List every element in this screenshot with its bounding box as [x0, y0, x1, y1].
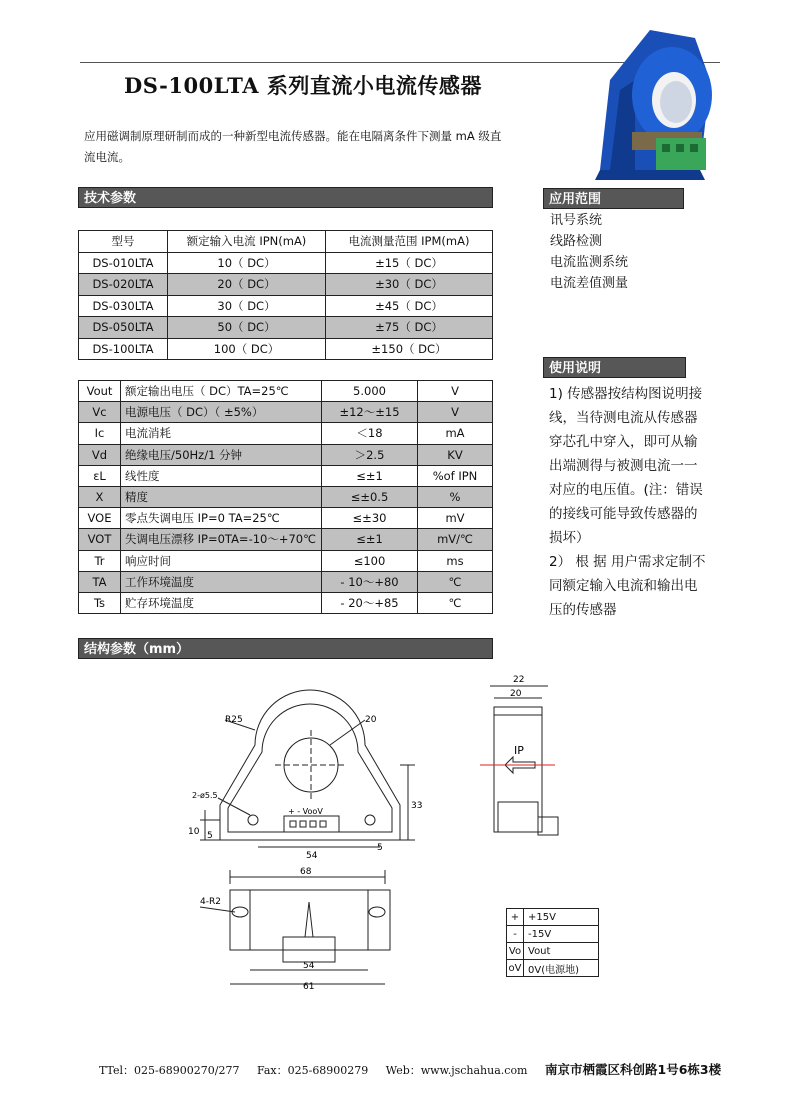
param-value: ±12～±15	[322, 402, 418, 423]
d61-label: 61	[303, 982, 315, 992]
param-symbol: Vout	[79, 381, 121, 402]
param-value: ≤±1	[322, 465, 418, 486]
param-name: 失调电压漂移 IP=0TA=-10～+70℃	[121, 529, 322, 550]
table-row	[507, 909, 599, 926]
pin-key: -	[507, 926, 524, 943]
d33-label: 33	[411, 801, 423, 811]
list-item: 电流差值测量	[550, 276, 629, 291]
section-usage-header: 使用说明	[543, 357, 686, 378]
pin-key: Vo	[507, 943, 524, 960]
holes-label: 2-ø5.5	[192, 791, 218, 800]
applications-list	[550, 210, 628, 294]
table-row	[79, 550, 493, 571]
d22-label: 22	[513, 675, 525, 685]
param-value: ≤±30	[322, 508, 418, 529]
table-cell: ±45（ DC）	[326, 295, 493, 317]
table-row	[79, 252, 493, 274]
param-name: 零点失调电压 IP=0 TA=25℃	[121, 508, 322, 529]
table-cell: 50（ DC）	[168, 317, 326, 339]
param-symbol: Ic	[79, 423, 121, 444]
table-row	[79, 381, 493, 402]
param-symbol: X	[79, 486, 121, 507]
table-row	[507, 943, 599, 960]
param-name: 贮存环境温度	[121, 592, 322, 613]
param-name: 工作环境温度	[121, 571, 322, 592]
ip-label: IP	[514, 744, 524, 757]
param-unit: mA	[418, 423, 493, 444]
r2-label: 4-R2	[200, 897, 221, 907]
list-item: 线路检测	[550, 234, 603, 249]
param-value: ＜18	[322, 423, 418, 444]
param-symbol: Tr	[79, 550, 121, 571]
d68-label: 68	[300, 867, 312, 877]
table-cell: 20（ DC）	[168, 274, 326, 296]
param-symbol: Ts	[79, 592, 121, 613]
param-symbol: Vd	[79, 444, 121, 465]
table-row	[79, 444, 493, 465]
r25-label: R25	[225, 715, 243, 725]
page-title: DS-100LTA 系列直流小电流传感器	[124, 73, 482, 98]
param-unit: ms	[418, 550, 493, 571]
param-unit: V	[418, 402, 493, 423]
table-row	[79, 274, 493, 296]
param-value: - 20～+85	[322, 592, 418, 613]
table-header: 额定输入电流 IPN(mA)	[168, 231, 326, 253]
list-item: 电流监测系统	[550, 255, 629, 270]
intro-text: 应用磁调制原理研制而成的一种新型电流传感器。能在电隔离条件下测量 mA 级直流电流。	[84, 129, 502, 164]
footer-tel: TTel：025-68900270/277	[99, 1064, 240, 1077]
param-name: 额定输出电压（ DC）TA=25℃	[121, 381, 322, 402]
table-row	[79, 338, 493, 360]
table-row	[507, 926, 599, 943]
param-name: 电源电压（ DC）（ ±5%）	[121, 402, 322, 423]
param-unit: %	[418, 486, 493, 507]
footer	[99, 1060, 721, 1078]
footer-web: Web：www.jschahua.com	[385, 1064, 528, 1077]
table-cell: 100（ DC）	[168, 338, 326, 360]
param-unit: ℃	[418, 571, 493, 592]
param-unit: mV	[418, 508, 493, 529]
table-row	[79, 423, 493, 444]
d10-label: 10	[188, 827, 200, 837]
table-row	[79, 402, 493, 423]
table-header: 型号	[79, 231, 168, 253]
param-unit: V	[418, 381, 493, 402]
table-cell: DS-010LTA	[79, 252, 168, 274]
d5a-label: 5	[207, 831, 213, 841]
list-item: 讯号系统	[550, 213, 603, 228]
param-value: ≤±0.5	[322, 486, 418, 507]
models-table	[78, 230, 493, 360]
footer-address: 南京市栖霞区科创路1号6栋3楼	[545, 1062, 722, 1077]
params-table	[78, 380, 493, 614]
table-row	[79, 465, 493, 486]
d5b-label: 5	[377, 843, 383, 853]
pin-value: 0V(电源地)	[524, 960, 599, 977]
param-name: 电流消耗	[121, 423, 322, 444]
param-value: ≤100	[322, 550, 418, 571]
pinout-table	[506, 908, 599, 977]
section-tech-header: 技术参数	[78, 187, 493, 208]
table-cell: ±15（ DC）	[326, 252, 493, 274]
param-value: 5.000	[322, 381, 418, 402]
d54-label: 54	[306, 851, 318, 861]
param-name: 精度	[121, 486, 322, 507]
pins-label: + - VooV	[288, 807, 323, 816]
table-row	[79, 317, 493, 339]
d20-label: 20	[365, 715, 377, 725]
param-symbol: VOT	[79, 529, 121, 550]
param-symbol: TA	[79, 571, 121, 592]
table-header-row	[79, 231, 493, 253]
product-photo	[590, 20, 725, 185]
side-view-drawing	[480, 672, 570, 847]
table-cell: ±150（ DC）	[326, 338, 493, 360]
d20b-label: 20	[510, 689, 522, 699]
table-header: 电流测量范围 IPM(mA)	[326, 231, 493, 253]
table-cell: DS-030LTA	[79, 295, 168, 317]
section-struct-header: 结构参数（mm）	[78, 638, 493, 659]
table-cell: 30（ DC）	[168, 295, 326, 317]
param-unit: KV	[418, 444, 493, 465]
param-unit: mV/℃	[418, 529, 493, 550]
table-row	[79, 571, 493, 592]
table-cell: ±30（ DC）	[326, 274, 493, 296]
table-row	[79, 529, 493, 550]
table-row	[507, 960, 599, 977]
d54b-label: 54	[303, 961, 315, 971]
table-cell: ±75（ DC）	[326, 317, 493, 339]
param-unit: ℃	[418, 592, 493, 613]
pin-value: Vout	[524, 943, 599, 960]
param-unit: %of IPN	[418, 465, 493, 486]
front-view-drawing	[180, 700, 423, 870]
pin-value: +15V	[524, 909, 599, 926]
table-cell: DS-020LTA	[79, 274, 168, 296]
param-value: - 10～+80	[322, 571, 418, 592]
footer-fax: Fax：025-68900279	[256, 1064, 369, 1077]
usage-text: 1) 传感器按结构图说明接线，当待测电流从传感器穿芯孔中穿入，即可从输出端测得与被测电流一一对应的电压值。(注：错误的接线可能导致传感器的损坏） 2） 根 据 用户需求定制不同额定输入电流和输出电压的传感器	[549, 386, 706, 618]
table-cell: 10（ DC）	[168, 252, 326, 274]
table-row	[79, 486, 493, 507]
param-symbol: Vc	[79, 402, 121, 423]
table-row	[79, 508, 493, 529]
param-name: 绝缘电压/50Hz/1 分钟	[121, 444, 322, 465]
section-app-header: 应用范围	[543, 188, 684, 209]
param-symbol: VOE	[79, 508, 121, 529]
pin-key: oV	[507, 960, 524, 977]
pin-key: +	[507, 909, 524, 926]
table-row	[79, 295, 493, 317]
param-name: 响应时间	[121, 550, 322, 571]
table-row	[79, 592, 493, 613]
table-cell: DS-050LTA	[79, 317, 168, 339]
pin-value: -15V	[524, 926, 599, 943]
param-name: 线性度	[121, 465, 322, 486]
param-value: ＞2.5	[322, 444, 418, 465]
param-symbol: εL	[79, 465, 121, 486]
param-value: ≤±1	[322, 529, 418, 550]
bottom-view-drawing	[195, 862, 395, 992]
table-cell: DS-100LTA	[79, 338, 168, 360]
